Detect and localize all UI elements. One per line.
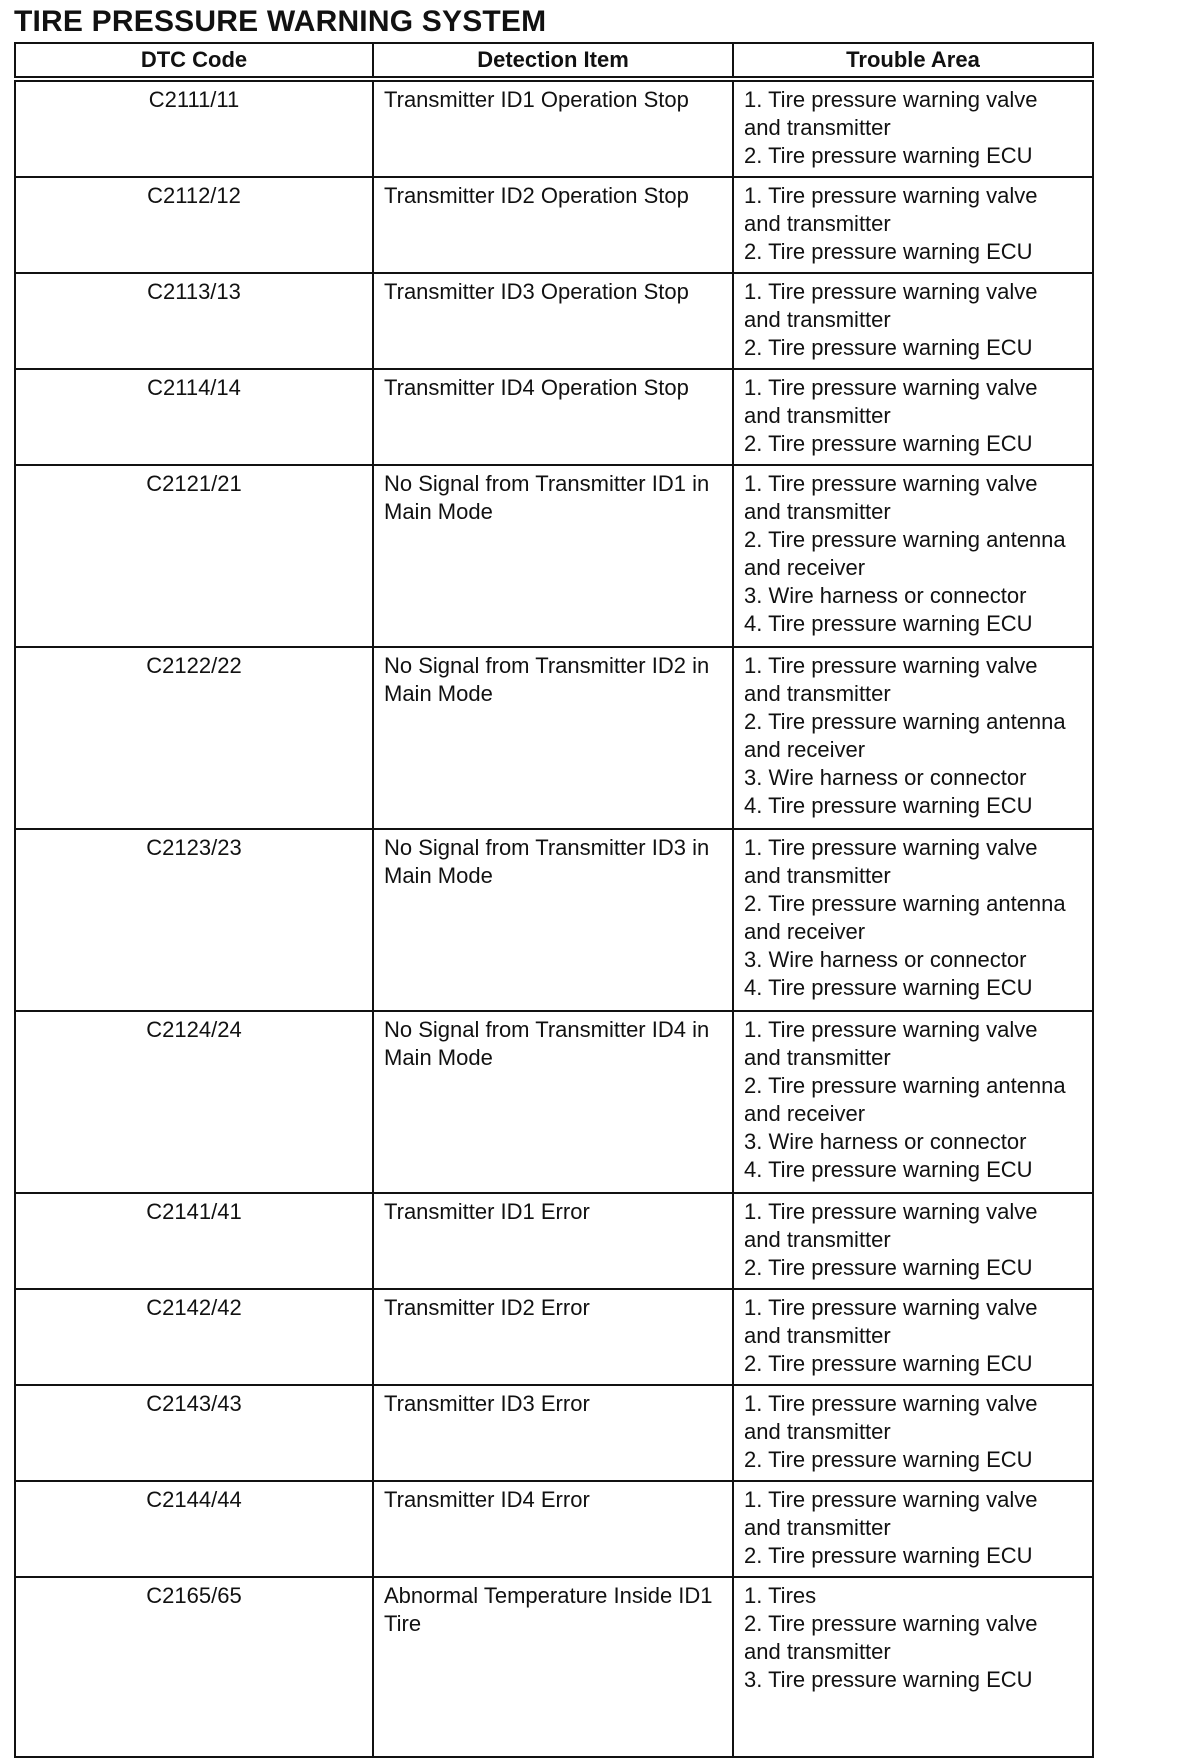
trouble-area-line: and transmitter: [744, 1419, 891, 1444]
trouble-area-line: 1. Tire pressure warning valve: [744, 375, 1038, 400]
dtc-code-cell: C2141/41: [15, 1193, 373, 1289]
trouble-area-cell: [733, 1011, 1093, 1193]
detection-item-cell: No Signal from Transmitter ID4 in Main Mode: [373, 1011, 733, 1193]
trouble-area-line: 1. Tire pressure warning valve: [744, 835, 1038, 860]
table-row: [15, 1385, 1093, 1481]
trouble-area-cell: [733, 647, 1093, 829]
trouble-area-line: 2. Tire pressure warning ECU: [744, 143, 1033, 168]
dtc-code-cell: C2113/13: [15, 273, 373, 369]
detection-item-cell: Transmitter ID4 Operation Stop: [373, 369, 733, 465]
detection-item-cell: Transmitter ID3 Operation Stop: [373, 273, 733, 369]
dtc-code-cell: C2144/44: [15, 1481, 373, 1577]
trouble-area-line: and transmitter: [744, 1323, 891, 1348]
detection-item-cell: No Signal from Transmitter ID1 in Main Mode: [373, 465, 733, 647]
dtc-code-cell: C2165/65: [15, 1577, 373, 1757]
trouble-area-line: and receiver: [744, 737, 866, 762]
trouble-area-cell: [733, 1577, 1093, 1757]
trouble-area-line: 1. Tire pressure warning valve: [744, 1487, 1038, 1512]
detection-item-cell: Transmitter ID1 Operation Stop: [373, 79, 733, 177]
trouble-area-line: 1. Tire pressure warning valve: [744, 1391, 1038, 1416]
table-row: [15, 465, 1093, 647]
trouble-area-line: and transmitter: [744, 1639, 891, 1664]
trouble-area-line: and transmitter: [744, 307, 891, 332]
trouble-area-line: 1. Tire pressure warning valve: [744, 1017, 1038, 1042]
trouble-area-line: and transmitter: [744, 211, 891, 236]
trouble-area-line: 4. Tire pressure warning ECU: [744, 793, 1033, 818]
trouble-area-cell: [733, 1289, 1093, 1385]
trouble-area-cell: [733, 1481, 1093, 1577]
table-header-row: [15, 43, 1093, 79]
trouble-area-cell: [733, 465, 1093, 647]
detection-item-cell: Transmitter ID4 Error: [373, 1481, 733, 1577]
trouble-area-line: 3. Wire harness or connector: [744, 765, 1027, 790]
dtc-code-cell: C2123/23: [15, 829, 373, 1011]
trouble-area-line: and transmitter: [744, 1515, 891, 1540]
trouble-area-line: 1. Tire pressure warning valve: [744, 653, 1038, 678]
trouble-area-line: 2. Tire pressure warning ECU: [744, 1543, 1033, 1568]
trouble-area-line: 1. Tires: [744, 1583, 817, 1608]
trouble-area-line: and transmitter: [744, 499, 891, 524]
trouble-area-line: 1. Tire pressure warning valve: [744, 1199, 1038, 1224]
table-row: [15, 1193, 1093, 1289]
trouble-area-cell: [733, 177, 1093, 273]
table-row: [15, 369, 1093, 465]
trouble-area-line: 1. Tire pressure warning valve: [744, 279, 1038, 304]
trouble-area-line: 1. Tire pressure warning valve: [744, 183, 1038, 208]
trouble-area-line: and receiver: [744, 1101, 866, 1126]
header-trouble-area: Trouble Area: [733, 43, 1093, 79]
table-body: [15, 79, 1093, 1757]
trouble-area-line: 2. Tire pressure warning ECU: [744, 1255, 1033, 1280]
table-row: [15, 1289, 1093, 1385]
trouble-area-line: 2. Tire pressure warning ECU: [744, 1447, 1033, 1472]
table-row: [15, 647, 1093, 829]
table-row: [15, 1011, 1093, 1193]
trouble-area-line: and receiver: [744, 555, 866, 580]
trouble-area-line: 1. Tire pressure warning valve: [744, 87, 1038, 112]
dtc-code-cell: C2121/21: [15, 465, 373, 647]
table-row: [15, 79, 1093, 177]
trouble-area-line: 3. Tire pressure warning ECU: [744, 1667, 1033, 1692]
dtc-code-cell: C2112/12: [15, 177, 373, 273]
table-row: [15, 177, 1093, 273]
trouble-area-line: 2. Tire pressure warning ECU: [744, 335, 1033, 360]
detection-item-cell: Transmitter ID3 Error: [373, 1385, 733, 1481]
trouble-area-line: 2. Tire pressure warning antenna: [744, 891, 1066, 916]
trouble-area-line: 3. Wire harness or connector: [744, 583, 1027, 608]
table-row: [15, 1577, 1093, 1757]
trouble-area-line: 4. Tire pressure warning ECU: [744, 611, 1033, 636]
table-row: [15, 1481, 1093, 1577]
trouble-area-line: 1. Tire pressure warning valve: [744, 1295, 1038, 1320]
trouble-area-cell: [733, 829, 1093, 1011]
trouble-area-cell: [733, 369, 1093, 465]
detection-item-cell: No Signal from Transmitter ID3 in Main Mode: [373, 829, 733, 1011]
trouble-area-cell: [733, 79, 1093, 177]
trouble-area-line: 3. Wire harness or connector: [744, 947, 1027, 972]
trouble-area-line: 2. Tire pressure warning ECU: [744, 431, 1033, 456]
page-title: TIRE PRESSURE WARNING SYSTEM: [14, 5, 547, 38]
trouble-area-line: and transmitter: [744, 681, 891, 706]
trouble-area-line: and transmitter: [744, 403, 891, 428]
trouble-area-line: and transmitter: [744, 115, 891, 140]
detection-item-cell: No Signal from Transmitter ID2 in Main Mode: [373, 647, 733, 829]
trouble-area-line: 4. Tire pressure warning ECU: [744, 975, 1033, 1000]
trouble-area-cell: [733, 273, 1093, 369]
dtc-code-cell: C2111/11: [15, 79, 373, 177]
dtc-code-cell: C2114/14: [15, 369, 373, 465]
trouble-area-line: 2. Tire pressure warning ECU: [744, 1351, 1033, 1376]
dtc-code-cell: C2142/42: [15, 1289, 373, 1385]
table-row: [15, 829, 1093, 1011]
trouble-area-line: 2. Tire pressure warning ECU: [744, 239, 1033, 264]
dtc-code-cell: C2143/43: [15, 1385, 373, 1481]
trouble-area-line: 2. Tire pressure warning antenna: [744, 709, 1066, 734]
detection-item-cell: Transmitter ID2 Operation Stop: [373, 177, 733, 273]
trouble-area-line: and transmitter: [744, 863, 891, 888]
trouble-area-line: 1. Tire pressure warning valve: [744, 471, 1038, 496]
trouble-area-line: 2. Tire pressure warning valve: [744, 1611, 1038, 1636]
dtc-code-cell: C2124/24: [15, 1011, 373, 1193]
dtc-code-cell: C2122/22: [15, 647, 373, 829]
header-detection-item: Detection Item: [373, 43, 733, 79]
trouble-area-line: and receiver: [744, 919, 866, 944]
trouble-area-line: 3. Wire harness or connector: [744, 1129, 1027, 1154]
detection-item-cell: Abnormal Temperature Inside ID1 Tire: [373, 1577, 733, 1757]
trouble-area-cell: [733, 1385, 1093, 1481]
trouble-area-line: 2. Tire pressure warning antenna: [744, 1073, 1066, 1098]
trouble-area-line: and transmitter: [744, 1045, 891, 1070]
trouble-area-line: 4. Tire pressure warning ECU: [744, 1157, 1033, 1182]
trouble-area-cell: [733, 1193, 1093, 1289]
header-dtc-code: DTC Code: [15, 43, 373, 79]
trouble-area-line: 2. Tire pressure warning antenna: [744, 527, 1066, 552]
detection-item-cell: Transmitter ID1 Error: [373, 1193, 733, 1289]
trouble-area-line: and transmitter: [744, 1227, 891, 1252]
detection-item-cell: Transmitter ID2 Error: [373, 1289, 733, 1385]
table-row: [15, 273, 1093, 369]
dtc-table: [14, 42, 1094, 1758]
